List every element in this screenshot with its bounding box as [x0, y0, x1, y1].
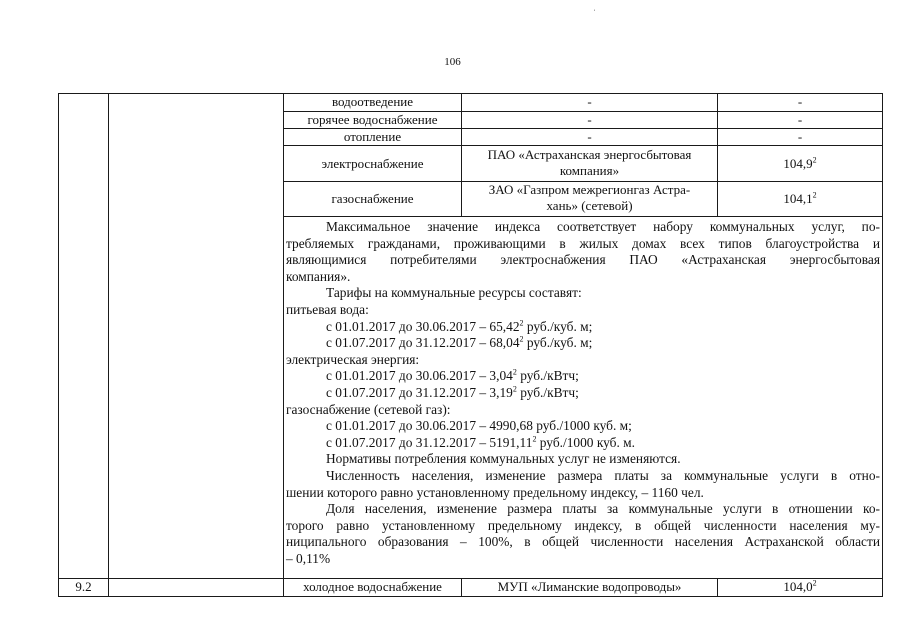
index-cell: - — [797, 94, 803, 109]
page-number: 106 — [444, 56, 461, 68]
footnote-mark: 2 — [812, 190, 817, 200]
provider-cell: МУП «Лиманские водопроводы» — [497, 579, 682, 594]
index-value: 104,0 — [783, 579, 813, 594]
provider-cell — [462, 182, 717, 214]
index-cell — [718, 156, 882, 172]
tariff-line: с 01.01.2017 до 30.06.2017 – 4990,68 руб./1000 куб. м; — [326, 418, 632, 434]
text-line: являющимися потребителями электроснабжения ПАО «Астраханская энергосбытовая — [286, 252, 880, 268]
index-cell: - — [797, 112, 803, 127]
water-label: питьевая вода: — [286, 301, 369, 317]
index-cell — [718, 579, 882, 595]
provider-cell: - — [587, 94, 592, 109]
index-value: 104,9 — [783, 156, 813, 171]
service-cell: холодное водоснабжение — [303, 579, 442, 594]
gas-label: газоснабжение (сетевой газ): — [286, 401, 451, 417]
text-line: компания». — [286, 268, 351, 284]
row-number: 9.2 — [75, 579, 92, 594]
service-cell: горячее водоснабжение — [307, 112, 438, 127]
text-line: шении которого равно установленному предельному индексу, – 1160 чел. — [286, 484, 704, 500]
provider-line: хань» (сетевой) — [546, 198, 633, 213]
tariff-line: с 01.01.2017 до 30.06.2017 – 65,42$^2$ руб./куб. м; — [326, 318, 593, 334]
text-line: Максимальное значение индекса соответствует набору коммунальных услуг, по- — [326, 219, 880, 234]
service-cell: электроснабжение — [321, 156, 424, 171]
provider-line: компания» — [559, 163, 620, 178]
text-line: ниципального образования – 100%, в общей численности населения Астраханской области — [286, 534, 880, 550]
provider-cell: - — [587, 129, 592, 144]
index-cell: - — [797, 129, 803, 144]
tariff-line: с 01.07.2017 до 31.12.2017 – 68,04$^2$ руб./куб. м; — [326, 334, 593, 351]
electric-label: электрическая энергия: — [286, 351, 420, 367]
text-line: Доля населения, изменение размера платы за коммунальные услуги в отношении ко- — [326, 501, 880, 517]
tariffs-intro: Тарифы на коммунальные ресурсы составят: — [326, 285, 582, 301]
explanatory-text — [286, 219, 880, 567]
text-line: Численность населения, изменение размера платы за коммунальные услуги в отно- — [326, 467, 880, 483]
service-cell: газоснабжение — [331, 191, 414, 206]
tariff-line: с 01.07.2017 до 31.12.2017 – 5191,11$^2$ руб./1000 куб. м. — [326, 434, 635, 450]
text-line: требляемых гражданами, проживающими в жилых домах всех типов благоустройства и — [286, 235, 880, 251]
tariff-line: с 01.01.2017 до 30.06.2017 – 3,04$^2$ руб./кВтч; — [326, 367, 579, 384]
provider-cell — [462, 147, 717, 179]
norms-line: Нормативы потребления коммунальных услуг не изменяются. — [326, 451, 681, 467]
scan-mark: ˈ — [593, 8, 596, 18]
tariff-line: с 01.07.2017 до 31.12.2017 – 3,19$^2$ руб./кВтч; — [326, 384, 579, 400]
footnote-mark: 2 — [812, 578, 817, 588]
service-cell: отопление — [343, 129, 402, 144]
provider-line: ЗАО «Газпром межрегионгаз Астра- — [488, 182, 691, 197]
text-line: торого равно установленному предельному индексу, в общей численности населения му- — [286, 517, 880, 533]
service-cell: водоотведение — [331, 94, 414, 109]
provider-cell: - — [587, 112, 592, 127]
text-line: – 0,11% — [286, 550, 331, 566]
index-cell — [718, 191, 882, 207]
footnote-mark: 2 — [812, 155, 817, 165]
index-value: 104,1 — [783, 191, 813, 206]
provider-line: ПАО «Астраханская энергосбытовая — [487, 147, 692, 162]
